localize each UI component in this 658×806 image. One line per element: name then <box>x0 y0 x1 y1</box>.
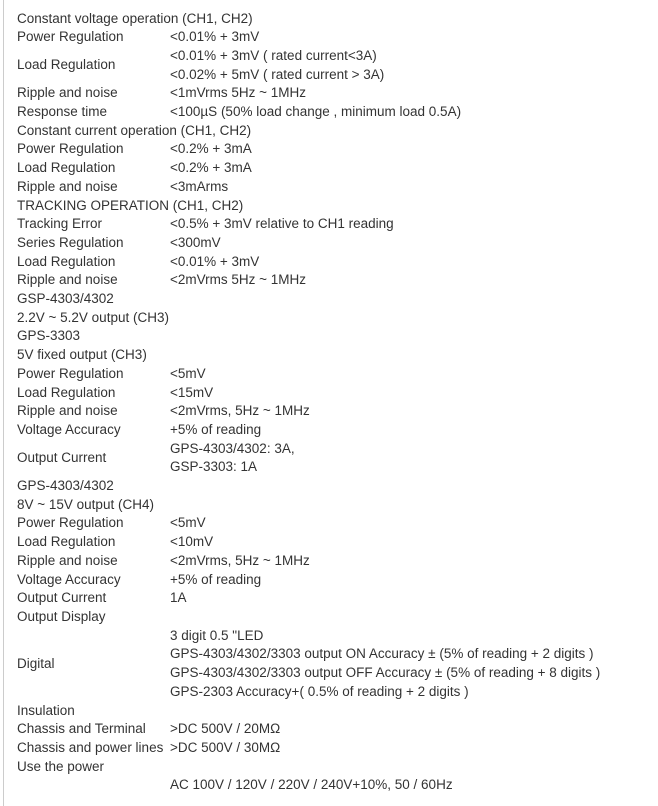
spec-value-line: <1mVrms 5Hz ~ 1MHz <box>170 85 307 101</box>
spec-label: Load Regulation <box>17 160 116 176</box>
spec-value <box>170 627 658 702</box>
spec-value <box>170 47 658 84</box>
spec-value-line: <0.02% + 5mV ( rated current > 3A) <box>170 66 385 82</box>
section-row <box>17 327 658 346</box>
section-row <box>17 702 658 721</box>
spec-value-line: <300mV <box>170 234 221 250</box>
section-row <box>17 608 658 627</box>
spec-value-line: <0.01% + 3mV <box>170 253 260 269</box>
spec-label: Tracking Error <box>17 216 103 232</box>
spec-value <box>170 84 658 103</box>
section-header: 2.2V ~ 5.2V output (CH3) <box>17 309 169 325</box>
spec-value-line: GPS-4303/4302/3303 output OFF Accuracy ± (5% of reading + 8 digits ) <box>170 665 601 681</box>
spec-row <box>17 739 658 758</box>
spec-label: Power Regulation <box>17 365 124 381</box>
spec-label: Ripple and noise <box>17 272 118 288</box>
spec-value-line: <100µS (50% load change , minimum load 0.5A) <box>170 104 462 120</box>
spec-label: Power Regulation <box>17 515 124 531</box>
spec-label: Digital <box>17 655 55 671</box>
spec-row <box>17 178 658 197</box>
spec-row <box>17 514 658 533</box>
section-header: TRACKING OPERATION (CH1, CH2) <box>17 197 244 213</box>
spec-label: Load Regulation <box>17 534 116 550</box>
spec-value-line: +5% of reading <box>170 571 262 587</box>
spec-label: Ripple and noise <box>17 178 118 194</box>
spec-value <box>170 402 658 421</box>
spec-value-line: 1A <box>170 590 187 606</box>
spec-value <box>170 178 658 197</box>
spec-value <box>170 28 658 47</box>
spec-value-line: <10mV <box>170 534 214 550</box>
spec-row <box>17 552 658 571</box>
spec-value <box>170 589 658 608</box>
spec-value-line: <5mV <box>170 515 206 531</box>
spec-row <box>17 402 658 421</box>
spec-value <box>170 739 658 758</box>
spec-value <box>170 140 658 159</box>
spec-row <box>17 421 658 440</box>
spec-value <box>170 384 658 403</box>
spec-value <box>170 253 658 272</box>
spec-row <box>17 571 658 590</box>
spec-row <box>17 253 658 272</box>
spec-row <box>17 159 658 178</box>
section-header: GPS-4303/4302 <box>17 478 114 494</box>
spec-value <box>170 533 658 552</box>
spec-value-line: >DC 500V / 30MΩ <box>170 739 281 755</box>
spec-value <box>170 215 658 234</box>
spec-table-body <box>17 10 658 796</box>
spec-label: Voltage Accuracy <box>17 571 121 587</box>
spec-row <box>17 365 658 384</box>
section-header: 5V fixed output (CH3) <box>17 347 147 363</box>
section-header: GSP-4303/4302 <box>17 291 114 307</box>
spec-value <box>170 571 658 590</box>
spec-value <box>170 514 658 533</box>
spec-label: Load Regulation <box>17 253 116 269</box>
section-header: Constant current operation (CH1, CH2) <box>17 122 252 138</box>
spec-value-line: <2mVrms 5Hz ~ 1MHz <box>170 272 307 288</box>
spec-value-line: GPS-4303/4302: 3A, <box>170 440 295 456</box>
spec-row <box>17 215 658 234</box>
spec-value <box>170 440 658 477</box>
spec-value-line: 3 digit 0.5 "LED <box>170 627 264 643</box>
spec-value-line: <0.5% + 3mV relative to CH1 reading <box>170 216 394 232</box>
spec-value <box>170 365 658 384</box>
spec-value-line: >DC 500V / 20MΩ <box>170 721 281 737</box>
spec-row <box>17 84 658 103</box>
section-header: GPS-3303 <box>17 328 81 344</box>
spec-label: Ripple and noise <box>17 403 118 419</box>
spec-row <box>17 440 658 477</box>
spec-value <box>170 234 658 253</box>
spec-row <box>17 776 658 795</box>
section-header: Insulation <box>17 702 75 718</box>
spec-value <box>170 271 658 290</box>
spec-row <box>17 589 658 608</box>
spec-value <box>170 720 658 739</box>
spec-label: Load Regulation <box>17 384 116 400</box>
section-row <box>17 496 658 515</box>
spec-row <box>17 384 658 403</box>
section-header: 8V ~ 15V output (CH4) <box>17 496 154 512</box>
spec-value-line: <0.2% + 3mA <box>170 160 252 176</box>
spec-label: Power Regulation <box>17 29 124 45</box>
section-row <box>17 477 658 496</box>
spec-label: Power Regulation <box>17 141 124 157</box>
section-row <box>17 122 658 141</box>
spec-row <box>17 47 658 84</box>
spec-label <box>17 776 170 795</box>
spec-value-line: GPS-2303 Accuracy+( 0.5% of reading + 2 digits ) <box>170 683 469 699</box>
section-row <box>17 290 658 309</box>
spec-value-line: <15mV <box>170 384 214 400</box>
spec-value-line: <0.01% + 3mV <box>170 29 260 45</box>
section-header: Constant voltage operation (CH1, CH2) <box>17 10 253 26</box>
spec-label: Load Regulation <box>17 57 116 73</box>
spec-value-line: <2mVrms, 5Hz ~ 1MHz <box>170 552 310 568</box>
spec-value <box>170 159 658 178</box>
spec-label: Output Current <box>17 590 107 606</box>
spec-row <box>17 234 658 253</box>
spec-value-line: <0.01% + 3mV ( rated current<3A) <box>170 47 377 63</box>
spec-row <box>17 720 658 739</box>
spec-label: Voltage Accuracy <box>17 421 121 437</box>
spec-value <box>170 776 658 795</box>
section-row <box>17 758 658 777</box>
spec-value-line: GSP-3303: 1A <box>170 459 258 475</box>
spec-value-line: GPS-4303/4302/3303 output ON Accuracy ± (5% of reading + 2 digits ) <box>170 646 594 662</box>
section-row <box>17 197 658 216</box>
spec-label: Ripple and noise <box>17 552 118 568</box>
spec-value-line: <2mVrms, 5Hz ~ 1MHz <box>170 403 310 419</box>
spec-table <box>17 10 658 796</box>
section-row <box>17 309 658 328</box>
section-header: Use the power <box>17 758 105 774</box>
spec-value <box>170 103 658 122</box>
spec-row <box>17 28 658 47</box>
section-row <box>17 346 658 365</box>
spec-row <box>17 627 658 702</box>
section-row <box>17 10 658 29</box>
spec-label: Output Current <box>17 450 107 466</box>
spec-label: Ripple and noise <box>17 85 118 101</box>
spec-label: Chassis and power lines <box>17 739 164 755</box>
spec-row <box>17 140 658 159</box>
spec-sheet <box>3 0 658 806</box>
spec-value-line: <5mV <box>170 365 206 381</box>
spec-row <box>17 271 658 290</box>
spec-row <box>17 103 658 122</box>
spec-label: Response time <box>17 104 108 120</box>
spec-value-line: <0.2% + 3mA <box>170 141 252 157</box>
spec-value-line: +5% of reading <box>170 421 262 437</box>
spec-value <box>170 552 658 571</box>
spec-value-line: <3mArms <box>170 178 229 194</box>
spec-value <box>170 421 658 440</box>
spec-label: Chassis and Terminal <box>17 721 146 737</box>
section-header: Output Display <box>17 609 106 624</box>
spec-label: Series Regulation <box>17 234 124 250</box>
spec-row <box>17 533 658 552</box>
spec-value-line: AC 100V / 120V / 220V / 240V+10%, 50 / 60Hz <box>170 777 453 793</box>
